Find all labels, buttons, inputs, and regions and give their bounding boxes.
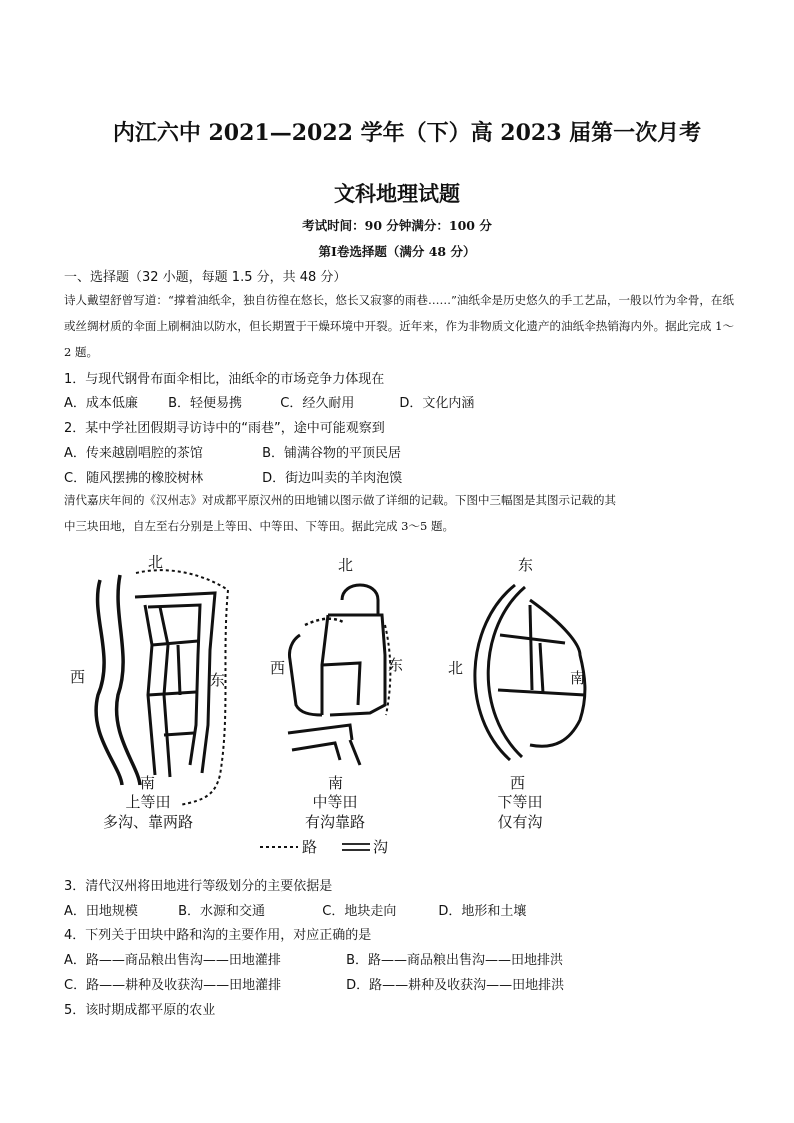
q4-option-c[interactable]: C．路——耕种及收获沟——田地灌排 <box>64 978 282 993</box>
q2-option-d[interactable]: D．街边叫卖的羊肉泡馍 <box>262 471 403 486</box>
upper-field-map <box>96 570 228 805</box>
passage-hanzhou-line1: 清代嘉庆年间的《汉州志》对成都平原汉州的田地铺以图示做了详细的记载。下图中三幅图是其图示记载的其 <box>64 493 616 507</box>
lower-north-label: 北 <box>448 659 464 677</box>
exam-title: 内江六中 2021—2022 学年（下）高 2023 届第一次月考 <box>112 120 702 146</box>
passage-hanzhou-line2: 中三块田地，自左至右分别是上等田、中等田、下等田。据此完成 3～5 题。 <box>64 519 454 533</box>
part1-heading: 一、选择题（32 小题，每题 1.5 分，共 48 分） <box>64 270 347 285</box>
q1-option-b[interactable]: B．轻便易携 <box>168 396 243 411</box>
q3-option-d[interactable]: D．地形和土壤 <box>438 904 527 919</box>
lower-note-label: 仅有沟 <box>497 813 543 831</box>
q2-option-c[interactable]: C．随风摆拂的橡胶树林 <box>64 471 204 486</box>
q2-stem: 2．某中学社团假期寻访诗中的“雨巷”，途中可能观察到 <box>64 421 385 436</box>
q4-option-a[interactable]: A．路——商品粮出售沟——田地灌排 <box>64 953 281 968</box>
q1-stem: 1．与现代钢骨布面伞相比，油纸伞的市场竞争力体现在 <box>64 372 385 387</box>
exam-subtitle: 文科地理试题 <box>334 181 460 206</box>
legend-ditch-label: 沟 <box>373 838 389 856</box>
legend-road-label: 路 <box>302 838 318 856</box>
q1-option-d[interactable]: D．文化内涵 <box>399 396 475 411</box>
q4-option-d[interactable]: D．路——耕种及收获沟——田地排洪 <box>346 978 565 993</box>
middle-west-label: 西 <box>270 659 286 677</box>
exam-info: 考试时间：90 分钟满分：100 分 <box>302 218 492 233</box>
section-heading: 第Ⅰ卷选择题（满分 48 分） <box>318 244 476 259</box>
lower-east-label: 东 <box>518 556 534 574</box>
q4-options-ab <box>64 949 563 968</box>
q2-options-cd <box>64 467 402 486</box>
upper-grade-label: 上等田 <box>125 793 171 811</box>
q3-option-a[interactable]: A．田地规模 <box>64 904 138 919</box>
lower-south-label: 南 <box>570 669 586 687</box>
q4-options-cd <box>64 974 564 993</box>
q2-option-b[interactable]: B．铺满谷物的平顶民居 <box>262 446 402 461</box>
q4-stem: 4．下列关于田块中路和沟的主要作用，对应正确的是 <box>64 928 372 943</box>
farmland-figure <box>60 545 620 860</box>
q2-options-ab <box>64 442 401 461</box>
middle-field-map <box>288 585 390 765</box>
q4-option-b[interactable]: B．路——商品粮出售沟——田地排洪 <box>346 953 564 968</box>
middle-north-label: 北 <box>338 556 354 574</box>
q2-option-a[interactable]: A．传来越剧唱腔的茶馆 <box>64 446 203 461</box>
upper-south-label: 南 <box>140 774 156 792</box>
middle-grade-label: 中等田 <box>312 793 358 811</box>
q5-stem: 5．该时期成都平原的农业 <box>64 1003 216 1018</box>
q1-option-a[interactable]: A．成本低廉 <box>64 396 138 411</box>
q3-options <box>64 900 526 919</box>
q3-option-b[interactable]: B．水源和交通 <box>178 904 266 919</box>
passage-umbrella: 诗人戴望舒曾写道：“撑着油纸伞，独自彷徨在悠长，悠长又寂寥的雨巷……”油纸伞是历史悠久的手工艺品，一般以竹为伞骨，在纸或丝绸材质的伞面上刷桐油以防水，但长期置于干燥环境中开裂。近年来，作为非物质文化遗产的油纸伞热销海内外。据此完成 1～2 题。 <box>64 293 734 359</box>
lower-west-label: 西 <box>510 774 526 792</box>
middle-note-label: 有沟靠路 <box>304 813 366 831</box>
q1-options <box>64 392 474 411</box>
upper-note-label: 多沟、靠两路 <box>102 813 194 831</box>
lower-grade-label: 下等田 <box>497 793 543 811</box>
upper-north-label: 北 <box>148 553 164 571</box>
middle-east-label: 东 <box>388 656 404 674</box>
upper-east-label: 东 <box>210 671 226 689</box>
q3-option-c[interactable]: C．地块走向 <box>322 904 397 919</box>
middle-south-label: 南 <box>328 774 344 792</box>
q3-stem: 3．清代汉州将田地进行等级划分的主要依据是 <box>64 879 333 894</box>
upper-west-label: 西 <box>70 668 86 686</box>
lower-field-map <box>475 585 585 760</box>
passage-hanzhou <box>64 487 734 539</box>
q1-option-c[interactable]: C．经久耐用 <box>280 396 355 411</box>
